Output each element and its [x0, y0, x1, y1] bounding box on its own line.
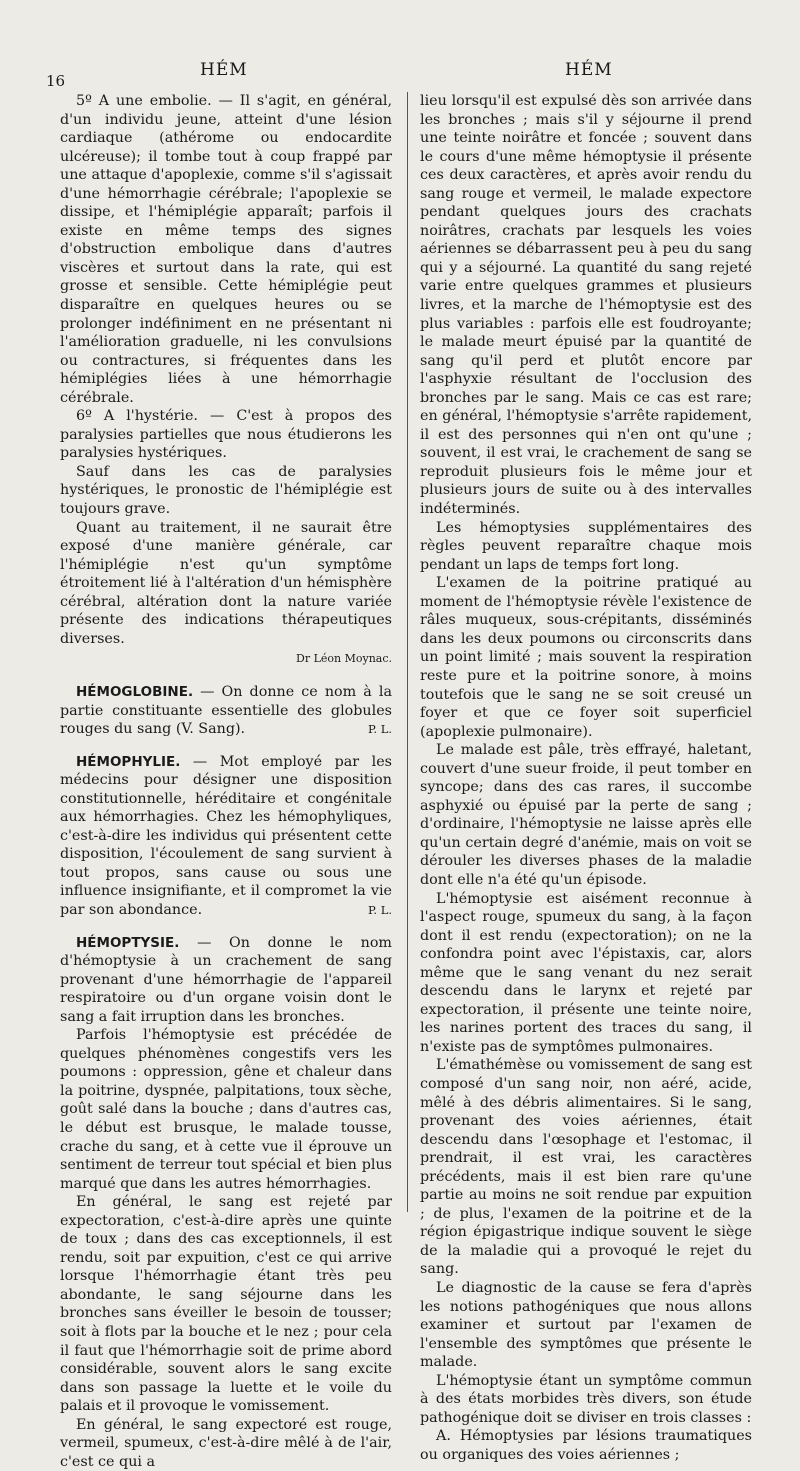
entry-hemoptysie-title: HÉMOPTYSIE.	[76, 934, 180, 951]
paragraph-examen-poitrine: L'examen de la poitrine pratiqué au moment de l'hémoptysie révèle l'existence de râles muqueux, sous-crépitants, disséminés dans les deux poumons ou circonscrits dans un point limité ; mais souvent la respiration reste pure et la poitrine sonore, à moins toutefois que le sang ne se soit creusé un foyer et que ce foyer soit superficiel (apoplexie pulmonaire).	[420, 575, 752, 740]
column-divider	[407, 92, 408, 1212]
paragraph-malade-pale: Le malade est pâle, très effrayé, haletant, couvert d'une sueur froide, il peut tomber en syncope; dans des cas rares, il succombe asphyxié ou épuisé par la perte de sang ; d'ordinaire, l'hémoptysie ne laisse après elle qu'un certain degré d'anémie, mais on voit se dérouler les diverses phases de la maladie dont elle n'a été qu'un épisode.	[420, 742, 752, 888]
entry-hemoglobine-body: — On donne ce nom à la partie constituante essentielle des globules rouges du sang (V. Sang).	[60, 683, 392, 738]
paragraph-pathogenie: L'hémoptysie étant un symptôme commun à des états morbides très divers, son étude pathogénique doit se diviser en trois classes :	[420, 1372, 752, 1426]
author-signature: Dr Léon Moynac.	[296, 652, 392, 666]
entry-hemophylie-text	[60, 753, 392, 920]
entry-hemophylie-title: HÉMOPHYLIE.	[76, 753, 181, 770]
paragraph-classe-a: A. Hémoptysies par lésions traumatiques ou organiques des voies aériennes ;	[420, 1428, 752, 1463]
entry-hemoglobine-text	[60, 683, 392, 739]
entry-hemophylie	[60, 753, 392, 920]
right-column	[420, 92, 752, 1464]
left-column	[60, 92, 392, 1471]
paragraph-expectoration: En général, le sang est rejeté par expectoration, c'est-à-dire après une quinte de toux ; dans des cas exceptionnels, il est rendu, soit par expuition, c'est ce qui arrive lorsque l'hémorrhagie étant très peu abondante, le sang séjourne dans les bronches sans éveiller le besoin de tousser; soit à flots par la bouche et le nez ; pour cela il faut que l'hémorrhagie soit de prime abord considérable, souvent alors le sang excite dans son passage la luette et le voile du palais et il provoque le vomissement.	[60, 1194, 392, 1415]
running-head-left: HÉM	[200, 60, 248, 80]
paragraph-diagnostic-cause: Le diagnostic de la cause se fera d'après les notions pathogéniques que nous allons examiner et surtout par l'examen de l'ensemble des symptômes que présente le malade.	[420, 1280, 752, 1371]
entry-hemoptysie	[60, 934, 392, 1471]
running-head-right: HÉM	[565, 60, 613, 80]
paragraph-prodromes: Parfois l'hémoptysie est précédée de quelques phénomènes congestifs vers les poumons : oppression, gêne et chaleur dans la poitrine, dyspnée, palpitations, toux sèche, goût salé dans la bouche ; dans d'autres cas, le début est brusque, le malade tousse, crache du sang, et à cette vue il éprouve un sentiment de terreur tout spécial et bien plus marqué que dans les autres hémorrhagies.	[60, 1027, 392, 1192]
entry-hemophylie-body: — Mot employé par les médecins pour désigner une disposition constitutionnelle, héréditaire et congénitale aux hémorrhagies. Chez les hémophyliques, c'est-à-dire les individus qui présentent cette disposition, l'écoulement de sang survient à tout propos, sans cause ou sous une influence insignifiante, et il compromet la vie par son abondance.	[60, 753, 392, 918]
page-number: 16	[46, 72, 66, 90]
paragraph-pronostic: Sauf dans les cas de paralysies hystériques, le pronostic de l'hémiplégie est toujours grave.	[60, 463, 392, 518]
entry-hemophylie-initials: P. L.	[367, 902, 392, 917]
paragraph-diagnostic-epistaxis: L'hémoptysie est aisément reconnue à l'aspect rouge, spumeux du sang, à la façon dont il est rendu (expectoration); on ne la confondra point avec l'épistaxis, car, alors même que le sang venant du nez serait descendu dans le larynx et rejeté par expectoration, il présente une teinte noire, les narines portent des traces du sang, il n'existe pas de symptômes pulmonaires.	[420, 890, 752, 1055]
paragraph-supplementaires: Les hémoptysies supplémentaires des règles peuvent reparaître chaque mois pendant un laps de temps fort long.	[420, 519, 752, 573]
paragraph-continuation: lieu lorsqu'il est expulsé dès son arrivée dans les bronches ; mais s'il y séjourne il prend une teinte noirâtre et foncée ; souvent dans le cours d'une même hémoptysie il présente ces deux caractères, et après avoir rendu du sang rouge et vermeil, le malade expectore pendant quelques jours des crachats noirâtres, crachats par lesquels les voies aériennes se débarrassent peu à peu du sang qui y a séjourné. La quantité du sang rejeté varie entre quelques grammes et plusieurs livres, et la marche de l'hémoptysie est des plus variables : parfois elle est foudroyante; le malade meurt épuisé par la quantité de sang qu'il perd et plutôt encore par l'asphyxie résultant de l'occlusion des bronches par le sang. Mais ce cas est rare; en général, l'hémoptysie s'arrête rapidement, il est des personnes qui n'en ont qu'une ; souvent, il est vrai, le crachement de sang se reproduit plusieurs fois le même jour et plusieurs jours de suite ou à des intervalles indéterminés.	[420, 93, 752, 518]
entry-hemoptysie-definition	[60, 934, 392, 1027]
paragraph-sang-expectore: En général, le sang expectoré est rouge, vermeil, spumeux, c'est-à-dire mêlé à de l'air, c'est ce qui a	[60, 1416, 392, 1470]
entry-hemoglobine	[60, 683, 392, 739]
entry-hemoglobine-initials: P. L.	[367, 722, 392, 737]
paragraph-emathemese: L'émathémèse ou vomissement de sang est composé d'un sang noir, non aéré, acide, mêlé à des débris alimentaires. Si le sang, provenant des voies aériennes, était descendu dans l'œsophage et l'estomac, il prendrait, il est vrai, les caractères précédents, mais il est bien rare qu'une partie au moins ne soit rendue par expuition ; de plus, l'examen de la poitrine et de la région épigastrique indique souvent le siège de la maladie qui a provoqué le rejet du sang.	[420, 1057, 752, 1278]
entry-hemoptysie-body: — On donne le nom d'hémoptysie à un crachement de sang provenant d'une hémorrhagie de l'appareil respiratoire ou d'un organe voisin dont le sang a fait irruption dans les bronches.	[60, 934, 392, 1025]
paragraph-traitement: Quant au traitement, il ne saurait être exposé d'une manière générale, car l'hémiplégie n'est qu'un symptôme étroitement lié à l'altération d'un hémisphère cérébral, altération dont la nature variée présente des indications thérapeutiques diverses.	[60, 519, 392, 647]
paragraph-hysterie: 6º A l'hystérie. — C'est à propos des paralysies partielles que nous étudierons les paralysies hystériques.	[60, 408, 392, 462]
entry-hemoglobine-title: HÉMOGLOBINE.	[76, 683, 194, 700]
paragraph-embolie: 5º A une embolie. — Il s'agit, en général, d'un individu jeune, atteint d'une lésion cardiaque (athérome ou endocardite ulcéreuse); il tombe tout à coup frappé par une attaque d'apoplexie, comme s'il s'agissait d'une hémorrhagie cérébrale; l'apoplexie se dissipe, et l'hémiplégie apparaît; parfois il existe en même temps des signes d'obstruction embolique dans d'autres viscères et surtout dans la rate, qui est grosse et sensible. Cette hémiplégie peut disparaître en quelques heures ou se prolonger indéfiniment en ne présentant ni l'amélioration graduelle, ni les convulsions ou contractures, si fréquentes dans les hémiplégies liées à une hémorrhagie cérébrale.	[60, 93, 392, 406]
